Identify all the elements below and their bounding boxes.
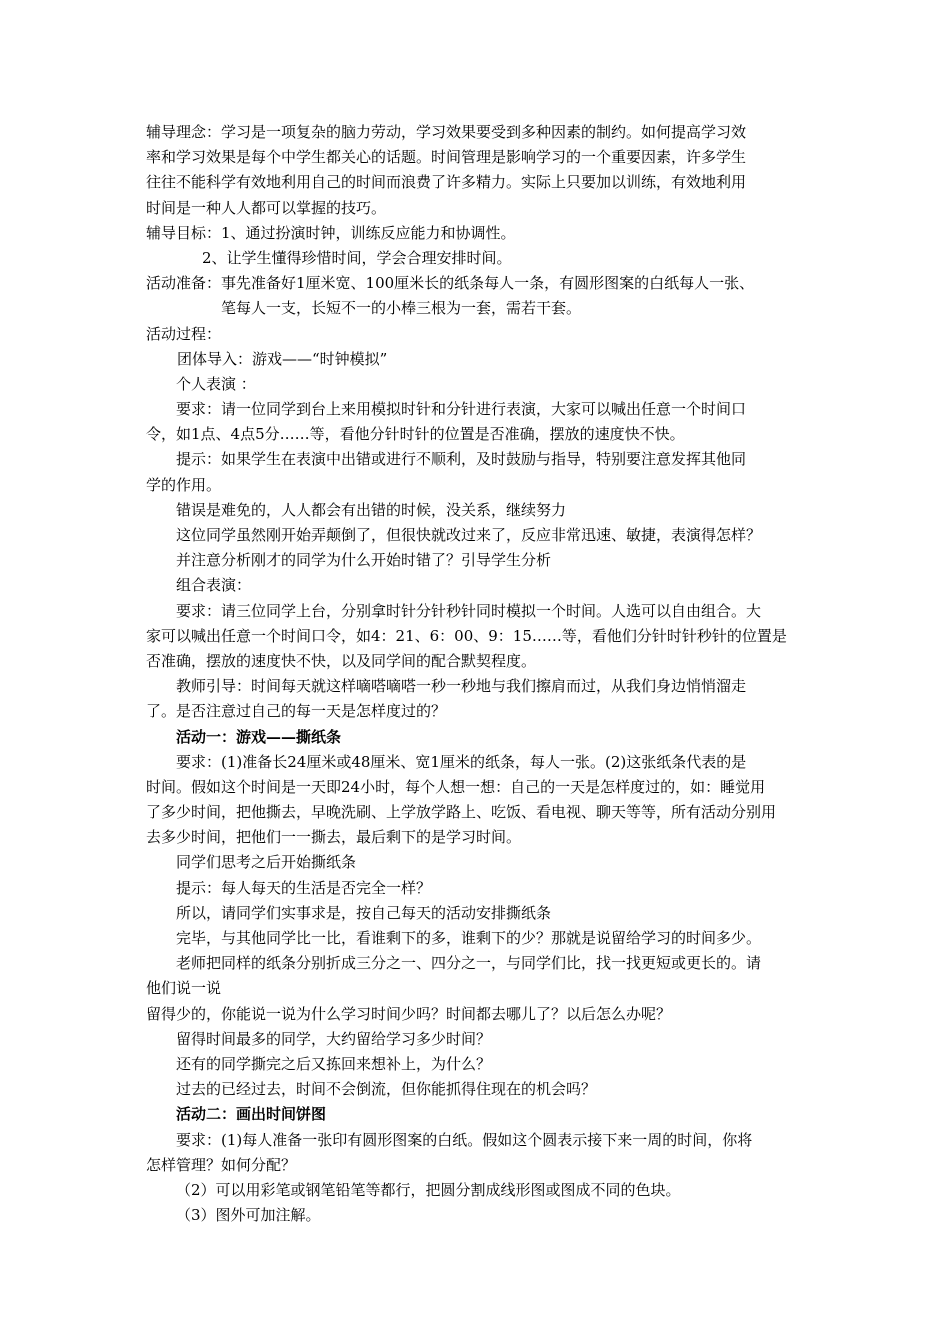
text-line: 错误是难免的，人人都会有出错的时候，没关系，继续努力 <box>176 500 567 519</box>
text-line: 活动过程： <box>146 324 222 343</box>
text-line: 提示：每人每天的生活是否完全一样？ <box>176 878 432 897</box>
text-line: 率和学习效果是每个中学生都关心的话题。时间管理是影响学习的一个重要因素，许多学生 <box>146 148 747 167</box>
text-line: 完毕，与其他同学比一比，看谁剩下的多，谁剩下的少？那就是说留给学习的时间多少。 <box>176 929 762 947</box>
text-line: 否准确，摆放的速度快不快，以及同学间的配合默契程度。 <box>146 651 537 670</box>
text-line: 教师引导：时间每天就这样嘀嗒嘀嗒一秒一秒地与我们擦肩而过，从我们身边悄悄溜走 <box>176 677 747 696</box>
text-line: 他们说一说 <box>146 979 222 998</box>
text-line: 了多少时间，把他撕去，早晚洗刷、上学放学路上、吃饭、看电视、聊天等等，所有活动分别用 <box>146 803 777 822</box>
text-line: 组合表演： <box>176 576 252 595</box>
text-line: 老师把同样的纸条分别折成三分之一、四分之一，与同学们比，找一找更短或更长的。请 <box>176 954 762 973</box>
text-line: 要求：(1)准备长24厘米或48厘米、宽1厘米的纸条，每人一张。(2)这张纸条代表的是 <box>176 752 747 771</box>
text-line: 活动准备：事先准备好1厘米宽、100厘米长的纸条每人一条，有圆形图案的白纸每人一张、 <box>146 274 755 293</box>
text-line: 辅导目标：1、通过扮演时钟，训练反应能力和协调性。 <box>146 223 516 242</box>
text-line: 时间是一种人人都可以掌握的技巧。 <box>146 198 387 217</box>
text-line: 时间。假如这个时间是一天即24小时，每个人想一想：自己的一天是怎样度过的，如：睡觉用 <box>146 777 766 796</box>
text-line: 要求：(1)每人准备一张印有圆形图案的白纸。假如这个圆表示接下来一周的时间，你将 <box>176 1130 753 1149</box>
text-line: 团体导入：游戏——“时钟模拟” <box>177 349 388 368</box>
text-line: 家可以喊出任意一个时间口令，如4：21、6：00、9：15……等，看他们分针时针秒针的位置是 <box>146 626 787 645</box>
text-line: 要求：请一位同学到台上来用模拟时针和分针进行表演，大家可以喊出任意一个时间口 <box>176 400 747 419</box>
text-line: 并注意分析刚才的同学为什么开始时错了？引导学生分析 <box>176 551 552 570</box>
text-line: 个人表演 ： <box>176 374 256 393</box>
section-heading: 活动二：画出时间饼图 <box>176 1105 327 1124</box>
section-heading: 活动一：游戏——撕纸条 <box>176 727 342 746</box>
text-line: 要求：请三位同学上台，分别拿时针分针秒针同时模拟一个时间。人选可以自由组合。大 <box>176 601 762 620</box>
text-line: 所以，请同学们实事求是，按自己每天的活动安排撕纸条 <box>176 903 552 922</box>
text-line: 了。是否注意过自己的每一天是怎样度过的？ <box>146 702 447 721</box>
text-line: 留得时间最多的同学，大约留给学习多少时间？ <box>176 1029 492 1048</box>
text-line: 2、让学生懂得珍惜时间，学会合理安排时间。 <box>202 248 512 267</box>
text-line: 辅导理念：学习是一项复杂的脑力劳动，学习效果要受到多种因素的制约。如何提高学习效 <box>146 123 747 141</box>
text-line: 怎样管理？如何分配？ <box>146 1155 297 1174</box>
text-line: 还有的同学撕完之后又拣回来想补上，为什么？ <box>176 1054 492 1073</box>
text-line: 同学们思考之后开始撕纸条 <box>176 853 357 872</box>
text-line: 去多少时间，把他们一一撕去，最后剩下的是学习时间。 <box>146 828 522 847</box>
text-line: 这位同学虽然刚开始弄颠倒了，但很快就改过来了，反应非常迅速、敏捷，表演得怎样？ <box>176 526 762 544</box>
text-line: （2）可以用彩笔或钢笔铅笔等都行，把圆分割成线形图或图成不同的色块。 <box>176 1180 681 1199</box>
text-line: 提示：如果学生在表演中出错或进行不顺利，及时鼓励与指导，特别要注意发挥其他同 <box>176 450 747 469</box>
text-line: 学的作用。 <box>146 475 222 494</box>
text-line: 笔每人一支，长短不一的小棒三根为一套，需若干套。 <box>221 299 582 318</box>
text-line: 过去的已经过去，时间不会倒流，但你能抓得住现在的机会吗？ <box>176 1080 597 1099</box>
text-line: 往往不能科学有效地利用自己的时间而浪费了许多精力。实际上只要加以训练，有效地利用 <box>146 173 747 192</box>
text-line: 留得少的，你能说一说为什么学习时间少吗？时间都去哪儿了？以后怎么办呢？ <box>146 1004 672 1023</box>
text-line: 令，如1点、4点5分……等，看他分针时针的位置是否准确，摆放的速度快不快。 <box>146 425 685 444</box>
text-line: （3）图外可加注解。 <box>176 1206 321 1225</box>
document-body <box>146 120 811 1228</box>
